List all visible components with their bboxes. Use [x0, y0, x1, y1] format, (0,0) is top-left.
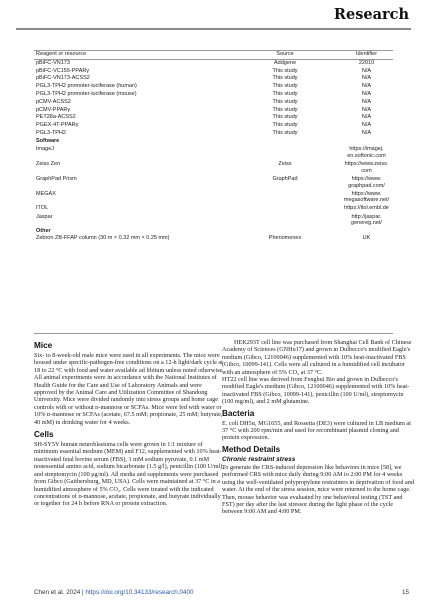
cell-identifier	[340, 175, 393, 190]
cell-reagent: pBiFC-VN173	[36, 59, 70, 66]
column-header-source: Source	[230, 51, 340, 59]
cell-identifier: N/A	[361, 122, 372, 129]
cell-source	[230, 213, 340, 228]
empty-cell	[340, 228, 393, 236]
identifier-line: https://www.	[351, 190, 382, 197]
table-row	[34, 122, 393, 130]
left-column	[34, 339, 226, 508]
identifier-line: megasoftware.net/	[343, 197, 390, 204]
cell-source: This study	[272, 106, 298, 113]
cell-identifier: N/A	[361, 83, 372, 90]
page-footer	[34, 589, 409, 596]
cell-reagent: ImageJ	[36, 146, 55, 153]
cell-identifier	[340, 160, 393, 175]
column-header-reagent: Reagent or resource	[34, 51, 230, 59]
method-paragraph: To generate the CRS-induced depression like behaviors in mice [58], we performed CRS with mice daily during 9:00 AM to 2:00 PM for 4 weeks using the well-ventilated polypropylene restrainers in deprivation of food and water. At the end of the stress session, mice were returned to the home cage. Then, mouse behavior was evaluated by one behavioral testing (TST and FST) per day after the last stressor during the light phase of the cycle between 9:00 AM and 4:00 PM.	[222, 463, 414, 516]
section-row-software	[34, 138, 393, 146]
identifier-line: genereg.net/	[351, 220, 382, 227]
cell-identifier: N/A	[361, 75, 372, 82]
table-row	[34, 175, 393, 190]
cell-identifier	[340, 205, 393, 213]
hek-paragraph: HEK293T cell line was purchased from Shanghai Cell Bank of Chinese Academy of Sciences (GNHu17) and grown in Dulbecco's modified Eagle's medium (Gibco, 12100046) supplemented with 10% heat-inactivated FBS (Gibco, 10099-141). Cells were all cultured in a humidified cell incubator with an atmosphere of 5% CO₂ at 37 °C.	[222, 339, 412, 376]
table-row	[34, 99, 393, 107]
cells-paragraph: SH-SY5Y human neuroblastoma cells were grown in 1:1 mixture of minimum essential medium (MEM) and F12, supplemented with 10% heat-inactivated fetal bovine serum (FBS), 1 mM sodium pyruvate, 0.1 mM nonessential amino acid, sodium bicarbonate (1.5 g/l), penicillin (100 U/ml), and streptomycin (100 μg/ml). All media and supplements were purchased from Gibco (Gaithersburg, MD, USA). Cells were maintained at 37 °C in a humidified atmosphere of 5% CO₂. Cells were treated with the indicated concentrations of ᴅ-mannose, acetate, propionate, and butyrate individually or together for 24 h before RNA or protein extraction.	[34, 441, 224, 508]
cell-source: This study	[272, 67, 298, 74]
mice-heading: Mice	[34, 341, 53, 350]
cell-reagent: pBiFC-VN173-ACSS2	[36, 75, 90, 82]
cell-source: This study	[272, 90, 298, 97]
table-row	[34, 205, 393, 213]
table-bottom-rule	[34, 333, 393, 334]
cell-identifier: 22010	[358, 59, 375, 66]
table-row	[34, 68, 393, 76]
cell-identifier: N/A	[361, 90, 372, 97]
cell-identifier: N/A	[361, 67, 372, 74]
cells-heading: Cells	[34, 430, 54, 440]
identifier-line: https://www.zeiss.	[344, 161, 389, 168]
method-subheading: Chronic restraint stress	[222, 455, 296, 463]
table-row	[34, 160, 393, 175]
cell-reagent: MEGAX	[36, 190, 56, 197]
table-row	[34, 59, 393, 67]
section-heading-software: Software	[36, 137, 60, 144]
table-row	[34, 83, 393, 91]
cell-reagent: PGL3-TPH2 promoter-luciferase (mouse)	[36, 90, 137, 97]
cell-reagent: Zebron ZB-FFAP column (30 m × 0.32 mm × 0.25 mm)	[36, 235, 170, 242]
cell-identifier	[340, 213, 393, 228]
table-row	[34, 107, 393, 115]
cell-reagent: Zeiss Zen	[36, 161, 61, 168]
method-heading: Method Details	[222, 444, 281, 454]
cell-identifier: N/A	[361, 114, 372, 121]
table-row	[34, 213, 393, 228]
table-row	[34, 114, 393, 122]
table-row	[34, 190, 393, 205]
identifier-line: https://itol.embl.de	[344, 205, 389, 212]
cell-reagent: pCMV-PPARγ	[36, 106, 71, 113]
table-header-row	[34, 51, 393, 59]
identifier-line: http://jaspar.	[351, 213, 382, 220]
cell-source: This study	[272, 122, 298, 129]
table-row	[34, 146, 393, 161]
cell-reagent: PGL3-TPH2	[36, 129, 66, 136]
bacteria-paragraph: E. coli DH5α, MG1655, and Rossetta (DE3) were cultured in LB medium at 37 °C with 200 rpm/min and used for recombinant plasmid cloning and protein expression.	[222, 419, 411, 442]
identifier-line: com	[361, 167, 372, 174]
cell-source: This study	[272, 75, 298, 82]
cell-source: Phenomenex	[268, 235, 302, 242]
header-rule	[16, 28, 411, 30]
cell-reagent: Jaspar	[36, 213, 53, 220]
empty-cell	[230, 138, 340, 146]
cell-source	[230, 190, 340, 205]
cell-reagent: PGL3-TPH2 promoter-luciferase (human)	[36, 83, 137, 90]
cell-source	[230, 146, 340, 161]
journal-title: Research	[333, 6, 409, 23]
table-row	[34, 75, 393, 83]
cell-source: Addgene	[273, 59, 297, 66]
section-row-other	[34, 228, 393, 236]
doi-link[interactable]: https://doi.org/10.34133/research.0400	[85, 589, 194, 596]
table-row	[34, 235, 393, 243]
cell-reagent: ITOL	[36, 205, 49, 212]
identifier-line: https://imagej.	[349, 146, 384, 153]
table-row	[34, 91, 393, 99]
cell-reagent: PGEX-4T-PPARγ	[36, 122, 79, 129]
footer-citation: Chen et al. 2024 |	[34, 589, 86, 596]
cell-identifier: N/A	[361, 129, 372, 136]
cell-reagent: GraphPad Prism	[36, 175, 77, 182]
section-heading-other: Other	[36, 227, 51, 234]
empty-cell	[230, 228, 340, 236]
cell-reagent: pBiFC-VC155-PPARγ	[36, 67, 90, 74]
identifier-line: graphpad.com/	[348, 182, 385, 189]
empty-cell	[340, 138, 393, 146]
cell-identifier: UK	[362, 235, 371, 242]
bacteria-heading: Bacteria	[222, 408, 255, 418]
cell-reagent: PET28a-ACSS2	[36, 114, 76, 121]
cell-identifier: N/A	[361, 106, 372, 113]
cell-reagent: pCMV-ACSS2	[36, 98, 71, 105]
identifier-line: en.softonic.com	[347, 152, 386, 159]
cell-source	[230, 205, 340, 213]
table-row	[34, 130, 393, 138]
cell-source: This study	[272, 98, 298, 105]
cell-identifier: N/A	[361, 98, 372, 105]
cell-source: Zeiss	[278, 161, 292, 168]
right-column	[222, 339, 414, 516]
ht22-paragraph: HT22 cell line was derived from Fenghui Bio and grown in Dulbecco's modified Eagle's medium (Gibco, 12100046) supplemented with 10% heat-inactivated FBS (Gibco, 10099-141), penicillin (100 U/ml), streptomycin (100 mg/ml), and 2 mM glutamine.	[222, 376, 410, 406]
cell-identifier	[340, 190, 393, 205]
cell-source: This study	[272, 114, 298, 121]
cell-source: GraphPad	[272, 175, 298, 182]
cell-source: This study	[272, 129, 298, 136]
page-number: 15	[401, 589, 409, 596]
cell-identifier	[340, 146, 393, 161]
column-header-identifier: Identifier	[340, 51, 393, 59]
mice-paragraph: Six- to 8-week-old male mice were used in all experiments. The mice were housed under specific-pathogen-free conditions on a 12-h light/dark cycle at 18 to 22 °C with food and water available ad libitum unless noted otherwise. All animal experiments were in accordance with the National Institutes of Health Guide for the Care and Use of Laboratory Animals and were approved by the Animal Care and Utilization Committee of Shandong University. Mice were divided randomly into stress groups and home cage controls with or without ᴅ-mannose or SCFAs. Mice were fed with water or 10% ᴅ-mannose or SCFAs (acetate, 67.5 mM; propionate, 25 mM; butyrate, 40 mM) in drinking water for 4 weeks.	[34, 352, 224, 426]
cell-source: This study	[272, 83, 298, 90]
key-resources-table	[34, 50, 393, 333]
identifier-line: https://www.	[351, 175, 382, 182]
